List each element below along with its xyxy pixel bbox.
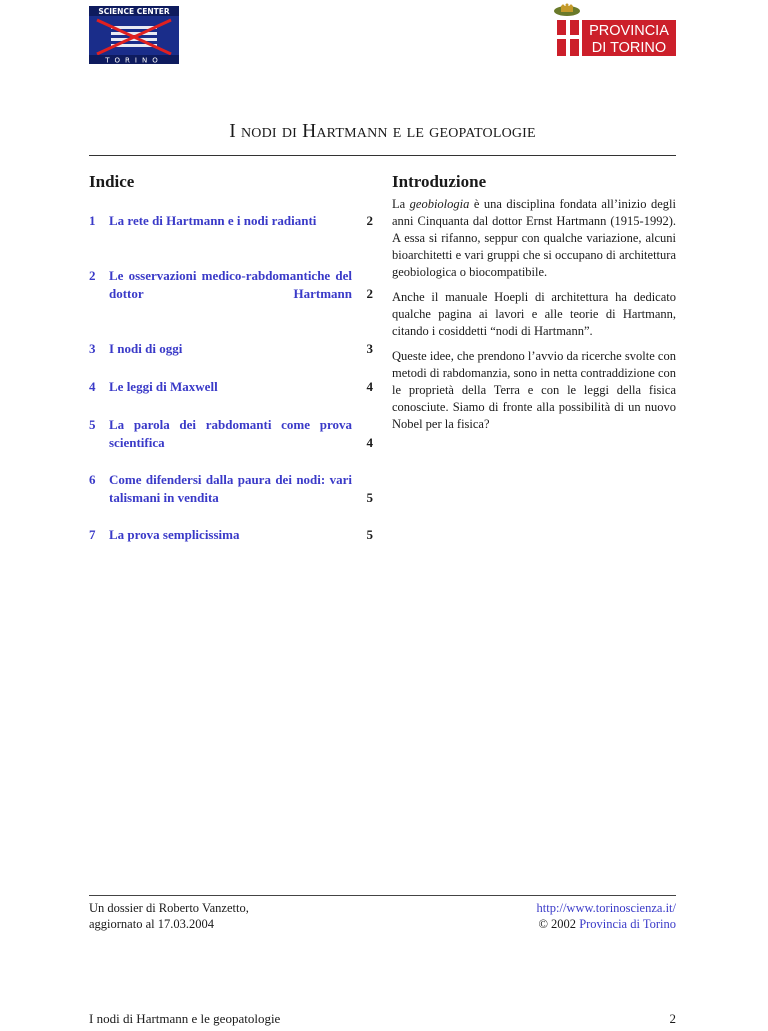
science-center-logo [89,6,179,64]
intro-body [392,196,676,441]
toc-entry-page: 2 [366,213,373,228]
toc-entry-number: 3 [89,341,96,356]
provincia-logo-line2: DI TORINO [591,40,667,56]
footer-author: Un dossier di Roberto Vanzetto, [89,901,249,915]
document-title: I nodi di Hartmann e le geopatologie [229,121,536,142]
page-number: 2 [669,1011,676,1026]
toc-entry-number: 4 [89,379,96,394]
toc-entry-1[interactable] [89,212,373,230]
footer-org-link[interactable]: Provincia di Torino [579,917,676,931]
crown-icon [554,4,580,17]
intro-paragraph-2: Anche il manuale Hoepli di architettura ha dedicato qualche pagina ai lavori e alle teorie di Hartmann, citando i cosiddetti “nodi di Hartmann”. [392,290,676,338]
intro-p1-start: La [392,197,410,211]
toc-entry-7[interactable] [89,526,373,544]
title-rule [89,155,676,156]
toc-entry-number: 7 [89,527,96,542]
toc-entry-5[interactable] [89,416,373,451]
intro-p1-term: geobiologia [409,197,470,211]
toc-entry-page: 4 [366,379,373,394]
toc-entry-4[interactable] [89,378,373,396]
intro-p1-rest: è una disciplina fondata all’inizio degli anni Cinquanta dal dottor Ernst Hartmann (1915-1992). A essa si rifanno, seppur con qualche variazione, alcuni bioarchitetti e vari gruppi che si occupano di architettura geobiologica o biocompatibile. [392,197,676,279]
provincia-di-torino-logo [552,2,676,58]
running-footer-title: I nodi di Hartmann e le geopatologie [89,1011,281,1026]
toc-entry-page: 3 [366,341,373,356]
science-center-logo-text: SCIENCE CENTER [98,7,170,16]
toc-heading: Indice [89,172,135,191]
footer-updated: aggiornato al 17.03.2004 [89,917,214,931]
toc-entry-number: 2 [89,268,96,283]
copyright-prefix: © 2002 [538,917,580,931]
toc-entry-number: 5 [89,417,96,432]
science-center-logo-subtext: TORINO [105,56,163,64]
toc-entry-title[interactable]: La rete di Hartmann e i nodi radianti [109,213,317,228]
intro-heading: Introduzione [392,172,487,191]
footer-credits [89,900,249,932]
toc-entry-title[interactable]: Come difendersi dalla paura dei nodi: vari talismani in vendita [109,472,352,505]
toc-entry-2[interactable] [89,267,373,302]
footer-links [537,900,676,932]
toc-entry-title[interactable]: La parola dei rabdomanti come prova scientifica [109,417,352,450]
toc-entry-page: 4 [366,434,373,450]
toc-entry-number: 6 [89,472,96,487]
toc-entry-page: 5 [366,527,373,542]
footer-copyright [537,916,676,932]
toc-entry-title[interactable]: La prova semplicissima [109,527,240,542]
running-footer [89,1011,676,1031]
toc-entry-number: 1 [89,213,96,228]
footer-url-link[interactable]: http://www.torinoscienza.it/ [536,901,676,915]
intro-paragraph-1 [392,196,676,281]
toc-entry-title[interactable]: Le leggi di Maxwell [109,379,218,394]
footer-rule [89,895,676,896]
toc-entry-page: 5 [366,489,373,505]
intro-paragraph-3: Queste idee, che prendono l’avvio da ricerche svolte con metodi di rabdomanzia, sono in netta contraddizione con le proprietà della Terra e con le leggi della fisica conosciute. Siamo di fronte alla possibilità di un nuovo Nobel per la fisica? [392,349,676,431]
toc-entry-title[interactable]: Le osservazioni medico-rabdomantiche del dottor Hartmann [109,268,352,301]
toc-entry-3[interactable] [89,340,373,358]
toc-entry-6[interactable] [89,471,373,506]
toc-entry-page: 2 [366,285,373,301]
toc-entry-title[interactable]: I nodi di oggi [109,341,183,356]
provincia-logo-line1: PROVINCIA [589,23,669,39]
